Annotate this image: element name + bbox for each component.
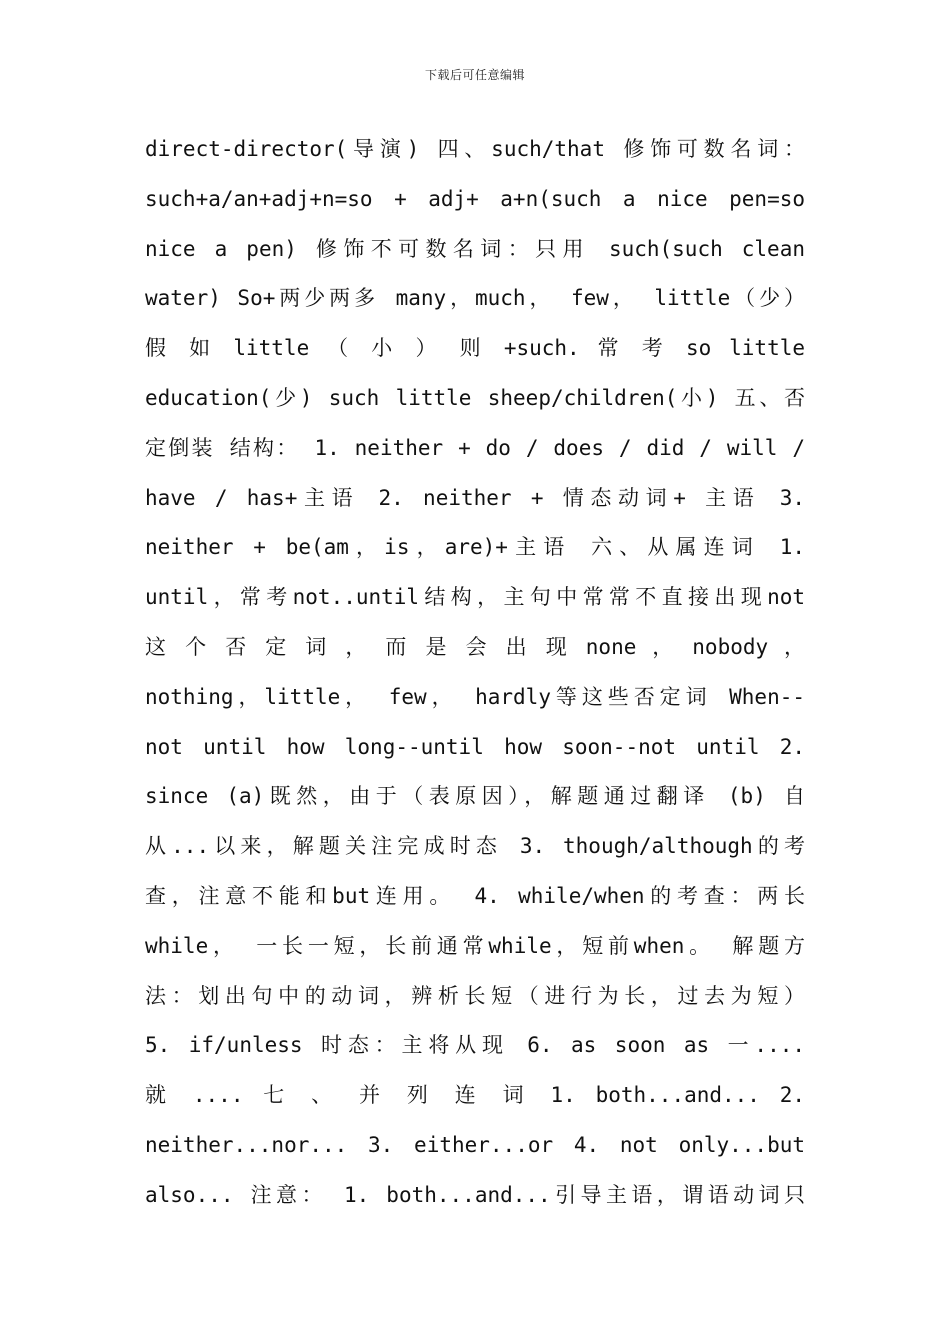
text-line: nice a pen) 修饰不可数名词：只用 such(such clean (145, 236, 805, 261)
text-line: water) So+两少两多 many，much， few， little（少） (145, 286, 805, 311)
text-line: have / has+主语 2. neither + 情态动词+ 主语 3. (145, 485, 805, 510)
text-line: neither + be(am，is，are)+主语 六、从属连词 1. (145, 535, 805, 560)
text-line: while， 一长一短，长前通常while，短前when。 解题方 (145, 933, 805, 958)
text-line: 查，注意不能和but连用。 4. while/when的考查：两长 (145, 883, 805, 908)
text-line: neither...nor... 3. either...or 4. not only...but (145, 1132, 805, 1157)
text-line: 就 .... 七 、 并 列 连 词 1. both...and... 2. (145, 1083, 805, 1108)
text-line: 法：划出句中的动词，辨析长短（进行为长，过去为短） (145, 983, 805, 1008)
text-line: 假 如 little （ 小 ） 则 +such. 常 考 so little (145, 336, 805, 361)
text-line: direct-director(导演) 四、such/that 修饰可数名词： (145, 137, 805, 161)
text-line: 定倒装 结构： 1. neither + do / does / did / will / (145, 435, 805, 460)
text-line: 这 个 否 定 词 ， 而 是 会 出 现 none ， nobody ， (145, 634, 805, 659)
page-header: 下载后可任意编辑 (424, 68, 525, 82)
text-line: until，常考not..until结构，主句中常常不直接出现not (145, 585, 805, 610)
text-line: 从...以来，解题关注完成时态 3. though/although的考 (145, 834, 805, 859)
text-line: 5. if/unless 时态：主将从现 6. as soon as 一.... (145, 1033, 805, 1058)
text-line: such+a/an+adj+n=so + adj+ a+n(such a nice pen=so (145, 186, 805, 211)
text-line: not until how long--until how soon--not until 2. (145, 734, 805, 759)
text-line: education(少) such little sheep/children(小) 五、否 (145, 385, 805, 410)
text-line: nothing，little， few， hardly等这些否定词 When-- (145, 684, 805, 709)
text-line: also... 注意： 1. both...and...引导主语，谓语动词只 (145, 1182, 805, 1207)
text-line: since (a)既然，由于（表原因），解题通过翻译 (b) 自 (145, 784, 805, 809)
document-body (145, 125, 805, 1221)
